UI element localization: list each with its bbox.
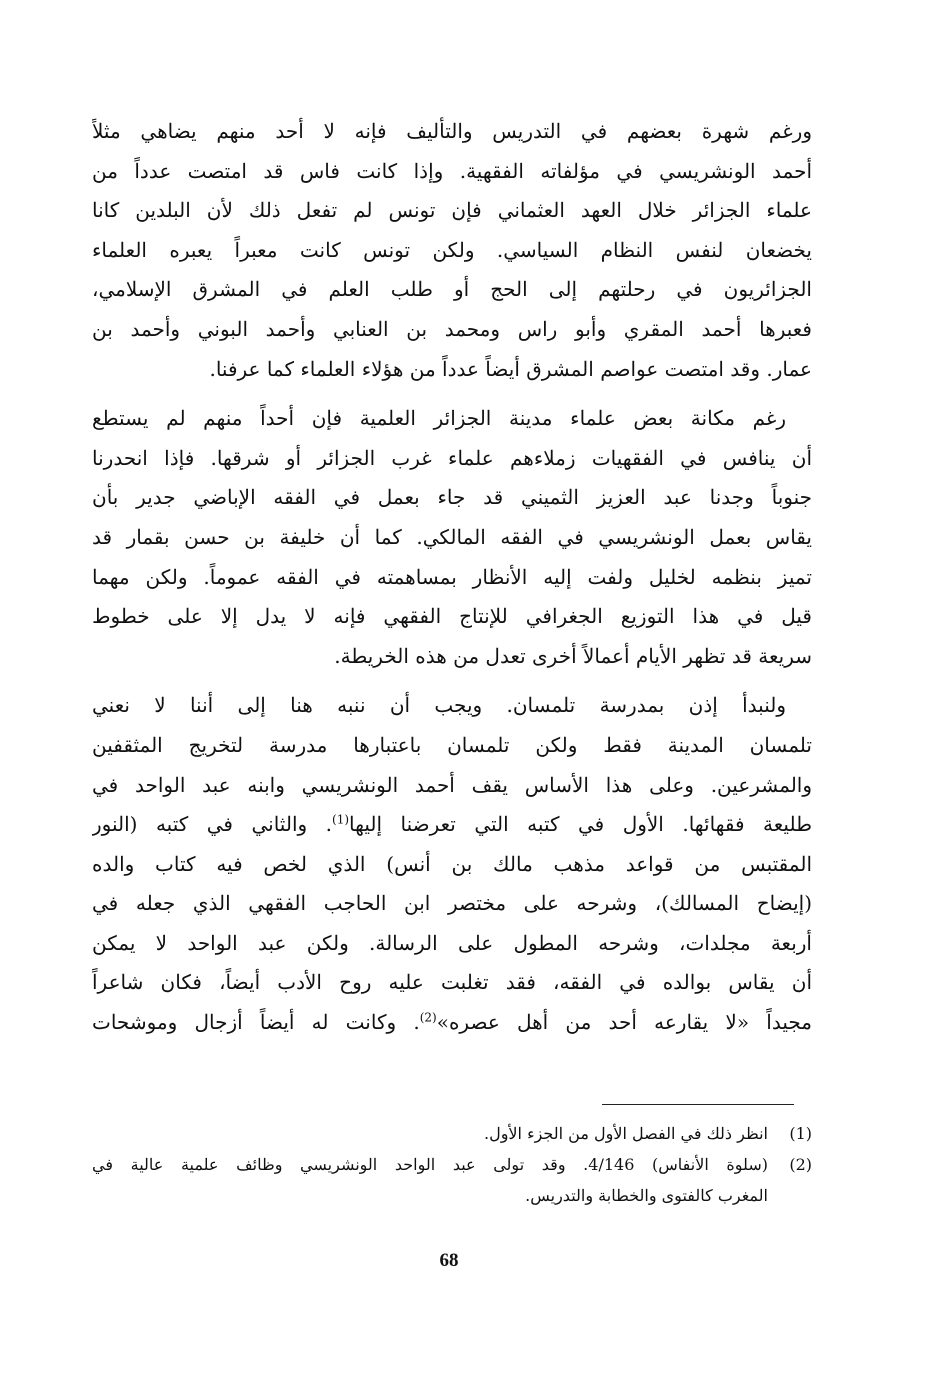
- footnote-divider: [602, 1104, 794, 1105]
- page-number: 68: [439, 1250, 459, 1271]
- text-line: عمار. وقد امتصت عواصم المشرق أيضاً عدداً من هؤلاء العلماء كما عرفنا.: [209, 356, 812, 381]
- footnote-number: (2): [789, 1155, 812, 1174]
- paragraph-1: [92, 112, 812, 389]
- text-line: تميز بنظمه لخليل ولفت إليه الأنظار بمساهمته في الفقه عموماً. ولكن مهما: [92, 564, 812, 589]
- text-line: أن ينافس في الفقهيات زملاءهم علماء غرب الجزائر أو شرقها. فإذا انحدرنا: [92, 445, 812, 470]
- text-line: جنوباً وجدنا عبد العزيز الثميني قد جاء بعمل في الفقه الإباضي جدير بأن: [92, 485, 812, 510]
- text-line: فعبرها أحمد المقري وأبو راس ومحمد بن العنابي وأحمد البوني وأحمد بن: [92, 316, 812, 341]
- text-line: قيل في هذا التوزيع الجغرافي للإنتاج الفقهي فإنه لا يدل إلا على خطوط: [92, 604, 812, 629]
- text-line: ولنبدأ إذن بمدرسة تلمسان. ويجب أن ننبه هنا إلى أننا لا نعني: [92, 693, 787, 718]
- text-line: سريعة قد تظهر الأيام أعمالاً أخرى تعدل من هذه الخريطة.: [334, 643, 812, 668]
- text-line: أحمد الونشريسي في مؤلفاته الفقهية. وإذا كانت فاس قد امتصت عدداً من: [92, 158, 812, 183]
- footnote-line: (سلوة الأنفاس) 4/146. وقد تولى عبد الواحد الونشريسي وظائف علمية عالية في: [92, 1155, 768, 1174]
- footnote-line: انظر ذلك في الفصل الأول من الجزء الأول.: [483, 1124, 768, 1143]
- text-line: يقاس بعمل الونشريسي في الفقه المالكي. كما أن خليفة بن حسن بقمار قد: [92, 524, 812, 549]
- text-line: [92, 805, 812, 845]
- text-line: ورغم شهرة بعضهم في التدريس والتأليف فإنه لا أحد منهم يضاهي مثلاً: [92, 119, 812, 143]
- text-line: الجزائريون في رحلتهم إلى الحج أو طلب العلم في المشرق الإسلامي،: [92, 277, 812, 302]
- text-line: أربعة مجلدات، وشرحه المطول على الرسالة. ولكن عبد الواحد لا يمكن: [92, 930, 812, 955]
- text-line: والمشرعين. وعلى هذا الأساس يقف أحمد الونشريسي وابنه عبد الواحد في: [92, 772, 812, 797]
- footnote-ref-2[interactable]: (2): [419, 1010, 437, 1025]
- text-segment: . والثاني في كتبه (النور: [92, 812, 332, 837]
- text-segment: طليعة فقهائها. الأول في كتبه التي تعرضنا إليها: [349, 812, 812, 837]
- text-line: [92, 1003, 812, 1043]
- footnote-1: [92, 1118, 812, 1149]
- footnote-2: [92, 1149, 812, 1211]
- text-segment: . وكانت له أيضاً أزجال وموشحات: [92, 1010, 420, 1035]
- footnote-body: [92, 1149, 768, 1211]
- footnotes: [92, 1118, 812, 1211]
- text-segment: مجيداً «لا يقارعه أحد من أهل عصره»: [436, 1010, 812, 1035]
- footnote-line: المغرب كالفتوى والخطابة والتدريس.: [525, 1186, 768, 1205]
- text-line: (إيضاح المسالك)، وشرحه على مختصر ابن الحاجب الفقهي الذي جعله في: [92, 891, 812, 916]
- main-text: [92, 112, 812, 1053]
- footnote-number: (1): [789, 1124, 812, 1143]
- text-line: علماء الجزائر خلال العهد العثماني فإن تونس لم تفعل ذلك لأن البلدين كانا: [92, 198, 812, 223]
- text-line: يخضعان لنفس النظام السياسي. ولكن تونس كانت معبراً يعبره العلماء: [92, 237, 812, 262]
- paragraph-3: [92, 686, 812, 1042]
- text-line: المقتبس من قواعد مذهب مالك بن أنس) الذي لخص فيه كتاب والده: [92, 851, 812, 876]
- paragraph-2: [92, 399, 812, 676]
- text-line: رغم مكانة بعض علماء مدينة الجزائر العلمية فإن أحداً منهم لم يستطع: [92, 406, 786, 431]
- text-line: تلمسان المدينة فقط ولكن تلمسان باعتبارها مدرسة لتخريج المثقفين: [92, 732, 812, 757]
- footnote-body: [92, 1118, 768, 1149]
- footnote-ref-1[interactable]: (1): [332, 812, 350, 827]
- text-line: أن يقاس بوالده في الفقه، فقد تغلبت عليه روح الأدب أيضاً، فكان شاعراً: [92, 970, 812, 995]
